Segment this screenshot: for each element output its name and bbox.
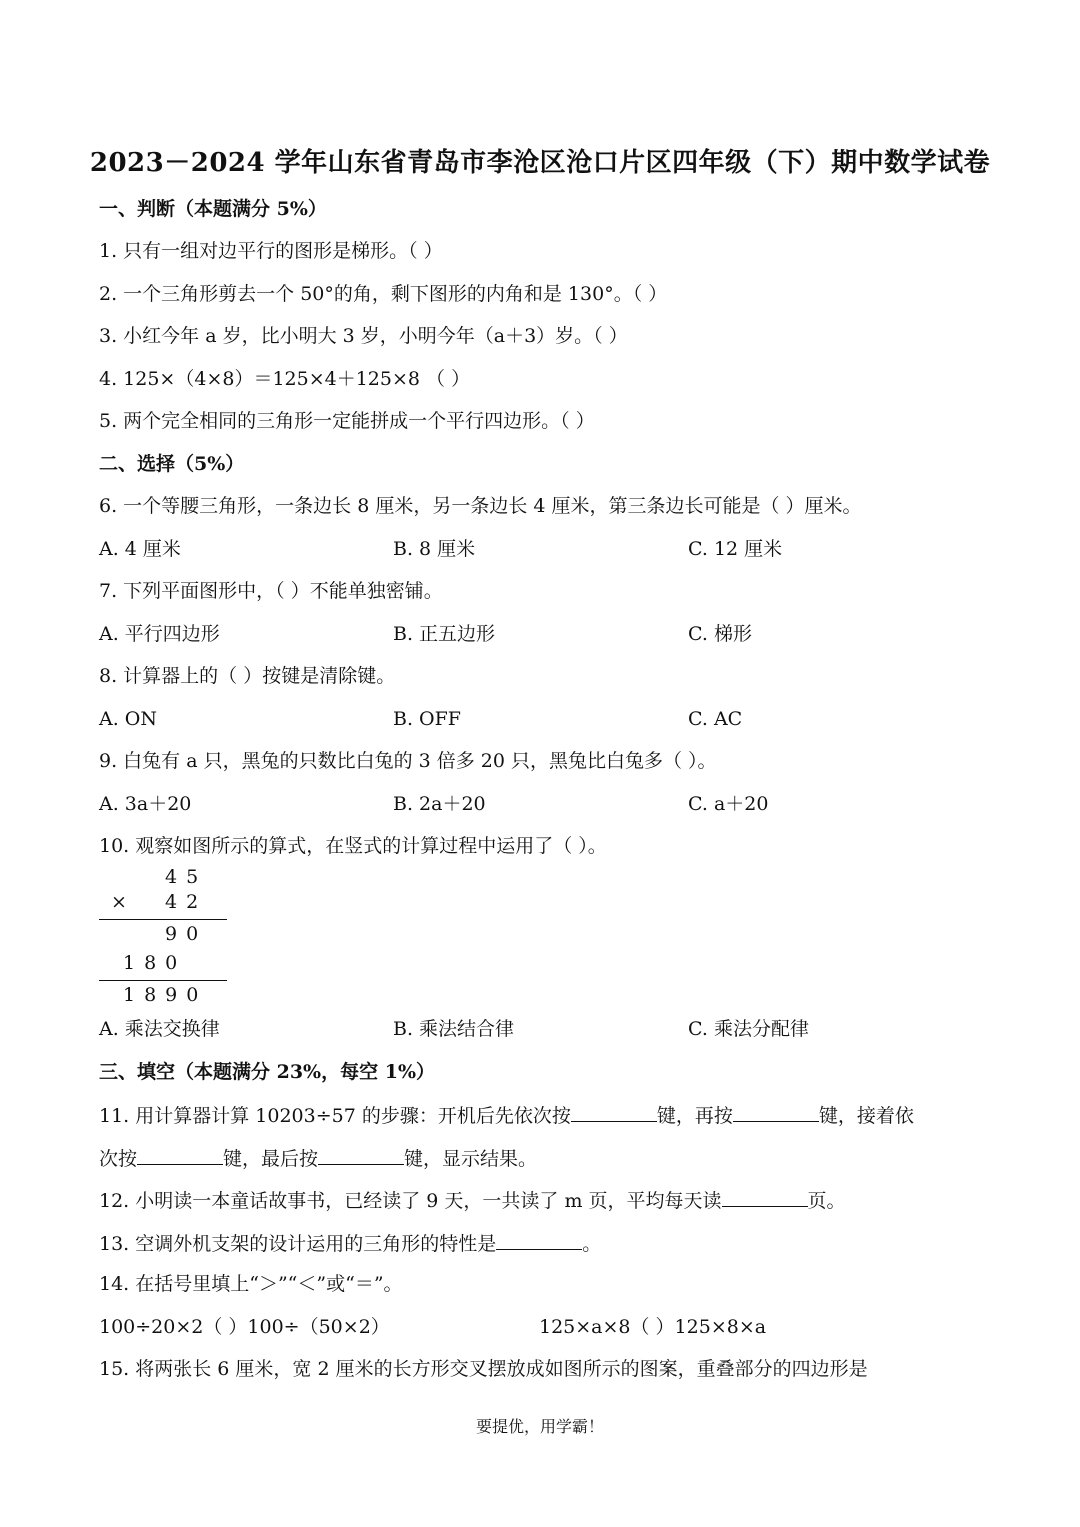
question-3: 3. 小红今年 a 岁，比小明大 3 岁，小明今年（a＋3）岁。（ ） [99, 325, 628, 347]
multiply-sign: × [111, 891, 136, 913]
q10-option-b: B. 乘法结合律 [393, 1018, 515, 1040]
q7-option-b: B. 正五边形 [393, 623, 496, 645]
q12-text-2: 页。 [807, 1190, 846, 1212]
section-heading-choice: 二、选择（5%） [99, 453, 245, 475]
page-footer: 要提优，用学霸！ [475, 1417, 604, 1436]
q11-text-1: 11. 用计算器计算 10203÷57 的步骤：开机后先依次按 [99, 1105, 571, 1127]
q10-option-a: A. 乘法交换律 [99, 1018, 220, 1040]
question-11 [99, 1101, 914, 1129]
q11-text-2: 键，再按 [656, 1105, 733, 1127]
question-12 [99, 1186, 846, 1214]
q11-text-5: 键，最后按 [223, 1148, 319, 1170]
answer-blank[interactable] [137, 1144, 223, 1165]
section-heading-fill: 三、填空（本题满分 23%，每空 1%） [99, 1061, 435, 1083]
question-1: 1. 只有一组对边平行的图形是梯形。（ ） [99, 240, 443, 262]
q10-option-c: C. 乘法分配律 [688, 1018, 809, 1040]
q11-text-4: 次按 [99, 1148, 138, 1170]
q13-text-2: 。 [582, 1233, 602, 1255]
divider-line [99, 919, 227, 920]
question-9: 9. 白兔有 a 只，黑兔的只数比白兔的 3 倍多 20 只，黑兔比白兔多（ ）。 [99, 750, 717, 772]
q11-text-6: 键，显示结果。 [404, 1148, 538, 1170]
q9-option-b: B. 2a＋20 [393, 793, 486, 815]
answer-blank[interactable] [722, 1186, 808, 1207]
question-2: 2. 一个三角形剪去一个 50°的角，剩下图形的内角和是 130°。（ ） [99, 283, 668, 305]
q8-option-a: A. ON [99, 708, 158, 730]
question-4: 4. 125×（4×8）＝125×4＋125×8 （ ） [99, 368, 471, 390]
q7-option-a: A. 平行四边形 [99, 623, 220, 645]
q7-option-c: C. 梯形 [688, 623, 752, 645]
q14-comparison-2: 125×a×8（ ）125×8×a [539, 1316, 767, 1338]
question-15: 15. 将两张长 6 厘米，宽 2 厘米的长方形交叉摆放成如图所示的图案，重叠部分的四边形是 [99, 1358, 868, 1380]
q8-option-c: C. AC [688, 708, 743, 730]
q12-text-1: 12. 小明读一本童话故事书，已经读了 9 天，一共读了 m 页，平均每天读 [99, 1190, 722, 1212]
multiplier: 42 [165, 891, 208, 913]
vertical-multiplication [99, 866, 229, 1016]
q14-comparison-1: 100÷20×2（ ）100÷（50×2） [99, 1316, 390, 1338]
multiplicand: 45 [165, 866, 208, 888]
partial-product-2: 180 [123, 952, 187, 974]
page-title: 2023－2024 学年山东省青岛市李沧区沧口片区四年级（下）期中数学试卷 [89, 148, 991, 178]
q8-option-b: B. OFF [393, 708, 461, 730]
answer-blank[interactable] [571, 1101, 657, 1122]
answer-blank[interactable] [496, 1229, 582, 1250]
question-8: 8. 计算器上的（ ）按键是清除键。 [99, 665, 396, 687]
section-heading-judge: 一、判断（本题满分 5%） [99, 198, 327, 220]
question-11-cont [99, 1144, 537, 1172]
divider-line [99, 980, 227, 981]
question-10: 10. 观察如图所示的算式，在竖式的计算过程中运用了（ ）。 [99, 835, 607, 857]
question-6: 6. 一个等腰三角形，一条边长 8 厘米，另一条边长 4 厘米，第三条边长可能是（ ）厘米。 [99, 495, 862, 517]
q9-option-c: C. a＋20 [688, 793, 769, 815]
q9-option-a: A. 3a＋20 [99, 793, 192, 815]
question-7: 7. 下列平面图形中，（ ）不能单独密铺。 [99, 580, 443, 602]
q6-option-b: B. 8 厘米 [393, 538, 476, 560]
question-5: 5. 两个完全相同的三角形一定能拼成一个平行四边形。（ ） [99, 410, 595, 432]
partial-product-1: 90 [165, 923, 208, 945]
answer-blank[interactable] [318, 1144, 404, 1165]
product: 1890 [123, 984, 208, 1006]
answer-blank[interactable] [733, 1101, 819, 1122]
q6-option-c: C. 12 厘米 [688, 538, 783, 560]
q11-text-3: 键，接着依 [818, 1105, 914, 1127]
question-13 [99, 1229, 601, 1257]
question-14: 14. 在括号里填上“＞”“＜”或“＝”。 [99, 1273, 403, 1295]
q13-text-1: 13. 空调外机支架的设计运用的三角形的特性是 [99, 1233, 497, 1255]
q6-option-a: A. 4 厘米 [99, 538, 181, 560]
